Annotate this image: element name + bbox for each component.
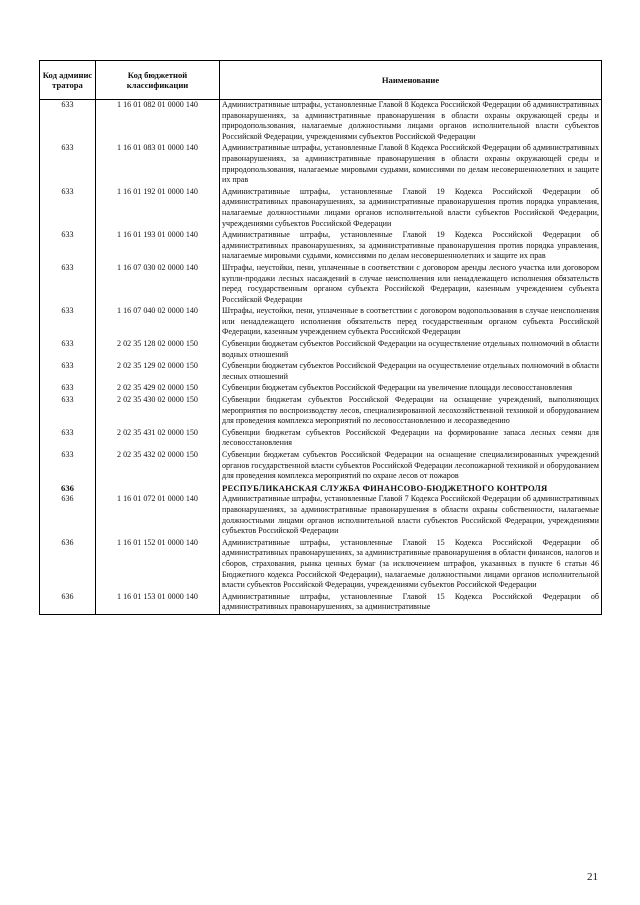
admin-code-cell: 636 <box>40 592 96 615</box>
admin-code-cell: 633 <box>40 339 96 361</box>
table-row <box>40 100 602 144</box>
admin-code-cell: 633 <box>40 187 96 230</box>
budget-codes-table <box>39 60 602 615</box>
budget-code-cell: 1 16 01 082 01 0000 140 <box>96 100 220 144</box>
budget-code-cell: 1 16 01 072 01 0000 140 <box>96 494 220 537</box>
admin-code-cell: 633 <box>40 361 96 383</box>
admin-code-cell: 633 <box>40 143 96 186</box>
name-cell: Административные штрафы, установленные Главой 15 Кодекса Российской Федерации об административных правонарушениях, за административные правонарушения в области финансов, налогов и сборов, страхования, рынка ценных бумаг (за исключением штрафов, указанных в пункте 6 статьи 46 Бюджетного кодекса Российской Федерации), налагаемые должностными лицами органов исполнительной власти субъектов Российской Федерации, учреждениями субъектов Российской Федерации <box>220 538 602 592</box>
table-row <box>40 395 602 428</box>
admin-code-cell: 636 <box>40 494 96 537</box>
budget-code-cell: 2 02 35 429 02 0000 150 <box>96 383 220 395</box>
table-row <box>40 339 602 361</box>
table-row <box>40 592 602 615</box>
page-number: 21 <box>587 871 598 883</box>
table-row <box>40 538 602 592</box>
admin-code-cell: 633 <box>40 230 96 263</box>
admin-code-cell: 633 <box>40 395 96 428</box>
table-row <box>40 187 602 230</box>
name-cell: Административные штрафы, установленные Главой 8 Кодекса Российской Федерации об административных правонарушениях, за административные правонарушения в области охраны окружающей среды и природопользования, налагаемые должностными лицами органов исполнительной власти субъектов Российской Федерации, учреждениями субъектов Российской Федерации <box>220 100 602 144</box>
name-cell: Субвенции бюджетам субъектов Российской Федерации на увеличение площади лесовосстановления <box>220 383 602 395</box>
budget-code-cell: 2 02 35 431 02 0000 150 <box>96 428 220 450</box>
budget-code-cell: 2 02 35 128 02 0000 150 <box>96 339 220 361</box>
name-cell: Субвенции бюджетам субъектов Российской Федерации на осуществление отдельных полномочий в области лесных отношений <box>220 361 602 383</box>
budget-code-cell: 2 02 35 430 02 0000 150 <box>96 395 220 428</box>
admin-code-cell: 636 <box>40 483 96 495</box>
header-budget-classification-code: Код бюджетной классификации <box>96 61 220 100</box>
name-cell: Административные штрафы, установленные Главой 15 Кодекса Российской Федерации об административных правонарушениях, за административные <box>220 592 602 615</box>
budget-code-cell: 2 02 35 129 02 0000 150 <box>96 361 220 383</box>
admin-code-cell: 633 <box>40 383 96 395</box>
name-cell: Субвенции бюджетам субъектов Российской Федерации на формирование запаса лесных семян для лесовосстановления <box>220 428 602 450</box>
name-cell: РЕСПУБЛИКАНСКАЯ СЛУЖБА ФИНАНСОВО-БЮДЖЕТНОГО КОНТРОЛЯ <box>220 483 602 495</box>
name-cell: Штрафы, неустойки, пени, уплаченные в соответствии с договором водопользования в случае неисполнения или ненадлежащего исполнения обязательств перед государственным органом субъекта Российской Федерации, казенным учреждением субъекта Российской Федерации <box>220 306 602 339</box>
admin-code-cell: 633 <box>40 263 96 306</box>
admin-code-cell: 633 <box>40 306 96 339</box>
admin-code-cell: 633 <box>40 450 96 483</box>
table-row <box>40 494 602 537</box>
section-row <box>40 483 602 495</box>
table-row <box>40 230 602 263</box>
table-header-row <box>40 61 602 100</box>
name-cell: Субвенции бюджетам субъектов Российской Федерации на осуществление отдельных полномочий в области водных отношений <box>220 339 602 361</box>
budget-code-cell: 1 16 01 083 01 0000 140 <box>96 143 220 186</box>
name-cell: Административные штрафы, установленные Главой 8 Кодекса Российской Федерации об административных правонарушениях, за административные правонарушения в области охраны окружающей среды и природопользования, налагаемые мировыми судьями, комиссиями по делам несовершеннолетних и защите их прав <box>220 143 602 186</box>
name-cell: Административные штрафы, установленные Главой 19 Кодекса Российской Федерации об административных правонарушениях, за административные правонарушения против порядка управления, налагаемые должностными лицами органов исполнительной власти субъектов Российской Федерации, учреждениями субъектов Российской Федерации <box>220 187 602 230</box>
name-cell: Штрафы, неустойки, пени, уплаченные в соответствии с договором аренды лесного участка или договором купли-продажи лесных насаждений в случае неисполнения или ненадлежащего исполнения обязательств перед государственным органом субъекта Российской Федерации, казенным учреждением субъекта Российской Федерации <box>220 263 602 306</box>
header-name: Наименование <box>220 61 602 100</box>
admin-code-cell: 636 <box>40 538 96 592</box>
budget-code-cell: 1 16 07 030 02 0000 140 <box>96 263 220 306</box>
table-row <box>40 450 602 483</box>
header-admin-code: Код админис тратора <box>40 61 96 100</box>
budget-code-cell: 1 16 01 153 01 0000 140 <box>96 592 220 615</box>
budget-code-cell: 2 02 35 432 02 0000 150 <box>96 450 220 483</box>
name-cell: Административные штрафы, установленные Главой 7 Кодекса Российской Федерации об административных правонарушениях, за административные правонарушения в области охраны собственности, налагаемые должностными лицами органов исполнительной власти субъектов Российской Федерации, учреждениями субъектов Российской Федерации <box>220 494 602 537</box>
name-cell: Административные штрафы, установленные Главой 19 Кодекса Российской Федерации об административных правонарушениях, за административные правонарушения против порядка управления, налагаемые мировыми судьями, комиссиями по делам несовершеннолетних и защите их прав <box>220 230 602 263</box>
budget-code-cell: 1 16 01 193 01 0000 140 <box>96 230 220 263</box>
table-row <box>40 306 602 339</box>
table-row <box>40 143 602 186</box>
table-row <box>40 383 602 395</box>
admin-code-cell: 633 <box>40 100 96 144</box>
budget-code-cell: 1 16 07 040 02 0000 140 <box>96 306 220 339</box>
budget-code-cell: 1 16 01 152 01 0000 140 <box>96 538 220 592</box>
name-cell: Субвенции бюджетам субъектов Российской Федерации на оснащение учреждений, выполняющих мероприятия по воспроизводству лесов, специализированной лесохозяйственной техникой и оборудованием для проведения комплекса мероприятий по лесовосстановлению и лесоразведению <box>220 395 602 428</box>
admin-code-cell: 633 <box>40 428 96 450</box>
table-row <box>40 428 602 450</box>
table-body <box>40 100 602 615</box>
budget-code-cell <box>96 483 220 495</box>
table-row <box>40 361 602 383</box>
table-row <box>40 263 602 306</box>
budget-code-cell: 1 16 01 192 01 0000 140 <box>96 187 220 230</box>
name-cell: Субвенции бюджетам субъектов Российской Федерации на оснащение специализированных учреждений органов государственной власти субъектов Российской Федерации лесопожарной техникой и оборудованием для проведения комплекса мероприятий по охране лесов от пожаров <box>220 450 602 483</box>
